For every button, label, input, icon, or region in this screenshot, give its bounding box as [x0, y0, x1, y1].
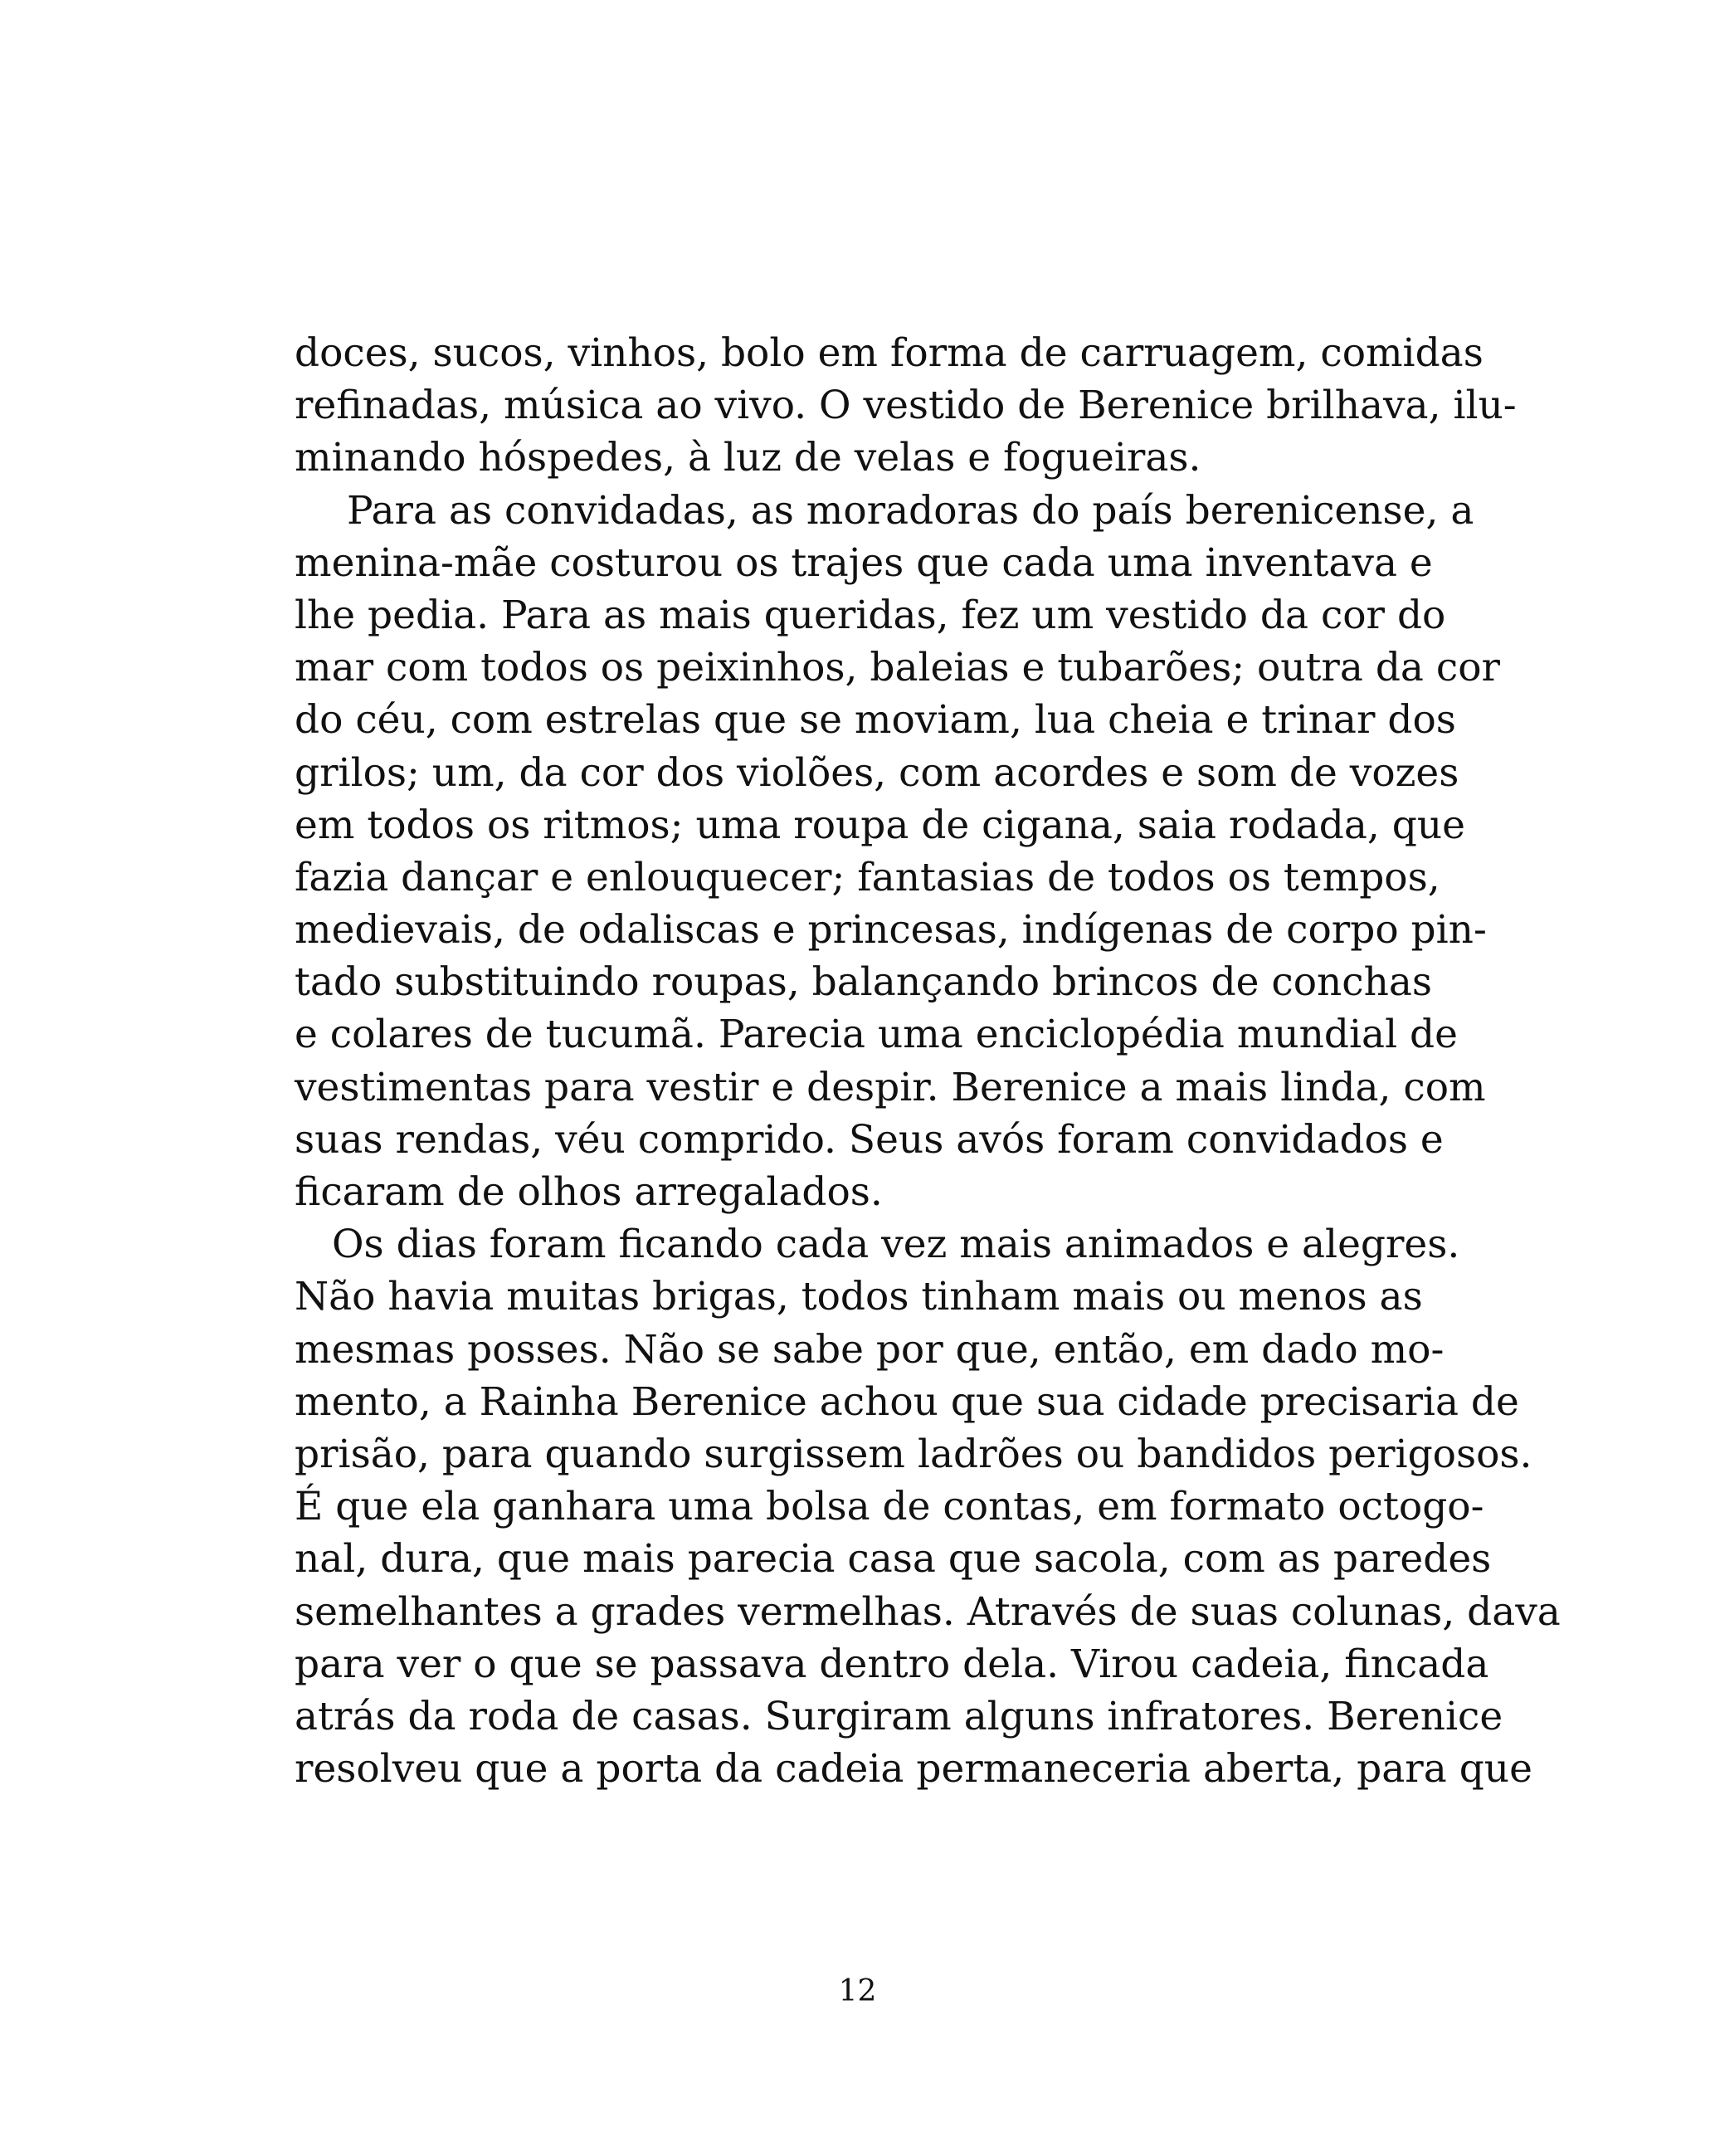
text-line: e colares de tucumã. Parecia uma enciclopédia mundial de [295, 1012, 1458, 1058]
text-line: doces, sucos, vinhos, bolo em forma de carruagem, comidas [295, 330, 1484, 376]
text-line: vestimentas para vestir e despir. Berenice a mais linda, com [295, 1064, 1486, 1110]
body-text [295, 327, 1561, 1795]
text-line: mar com todos os peixinhos, baleias e tubarões; outra da cor [295, 645, 1500, 691]
page-number: 12 [838, 1974, 877, 2008]
text-line: mesmas posses. Não se sabe por que, então, em dado mo- [295, 1326, 1445, 1373]
text-line: menina-mãe costurou os trajes que cada uma inventava e [295, 539, 1433, 586]
text-line: lhe pedia. Para as mais queridas, fez um vestido da cor do [295, 592, 1446, 638]
text-line: atrás da roda de casas. Surgiram alguns infratores. Berenice [295, 1693, 1503, 1739]
text-line: Não havia muitas brigas, todos tinham mais ou menos as [295, 1274, 1423, 1320]
text-line: Os dias foram ficando cada vez mais animados e alegres. [332, 1222, 1460, 1268]
text-line: Para as convidadas, as moradoras do país berenicense, a [347, 487, 1474, 534]
text-line: É que ela ganhara uma bolsa de contas, em formato octogo- [295, 1484, 1484, 1530]
text-line: resolveu que a porta da cadeia permaneceria aberta, para que [295, 1746, 1532, 1793]
text-line: mento, a Rainha Berenice achou que sua cidade precisaria de [295, 1378, 1519, 1425]
text-line: semelhantes a grades vermelhas. Através de suas colunas, dava [295, 1588, 1561, 1635]
text-line: minando hóspedes, à luz de velas e fogueiras. [295, 435, 1201, 481]
text-line: prisão, para quando surgissem ladrões ou bandidos perigosos. [295, 1431, 1532, 1477]
text-line: para ver o que se passava dentro dela. Virou cadeia, fincada [295, 1641, 1489, 1687]
text-line: ficaram de olhos arregalados. [295, 1169, 883, 1215]
text-line: tado substituindo roupas, balançando brincos de conchas [295, 959, 1433, 1006]
text-line: suas rendas, véu comprido. Seus avós foram convidados e [295, 1116, 1444, 1163]
text-line: fazia dançar e enlouquecer; fantasias de todos os tempos, [295, 854, 1440, 900]
text-line: do céu, com estrelas que se moviam, lua cheia e trinar dos [295, 697, 1456, 744]
text-line: nal, dura, que mais parecia casa que sacola, com as paredes [295, 1536, 1492, 1583]
text-line: grilos; um, da cor dos violões, com acordes e som de vozes [295, 749, 1459, 796]
text-line: medievais, de odaliscas e princesas, indígenas de corpo pin- [295, 907, 1487, 954]
text-line: refinadas, música ao vivo. O vestido de Berenice brilhava, ilu- [295, 383, 1517, 429]
text-line: em todos os ritmos; uma roupa de cigana, saia rodada, que [295, 802, 1465, 848]
